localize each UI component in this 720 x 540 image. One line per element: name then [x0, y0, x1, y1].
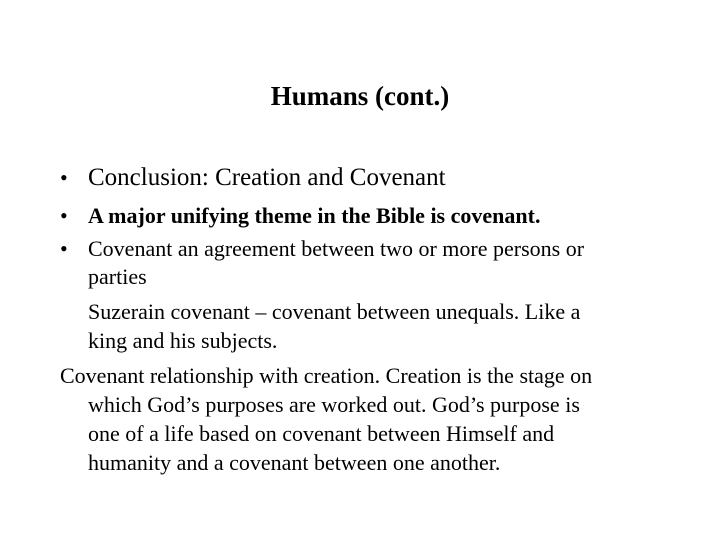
bullet-conclusion: Conclusion: Creation and Covenant	[88, 164, 446, 191]
bullet-marker: •	[60, 236, 68, 261]
relationship-line-2: which God’s purposes are worked out. God’s purpose is	[88, 392, 580, 417]
bullet-covenant-definition-line-2: parties	[88, 264, 147, 289]
relationship-line-4: humanity and a covenant between one another.	[88, 450, 501, 475]
bullet-covenant-definition-line-1: Covenant an agreement between two or more persons or	[88, 236, 585, 261]
relationship-line-3: one of a life based on covenant between Himself and	[88, 421, 555, 446]
slide-title: Humans (cont.)	[270, 81, 450, 111]
suzerain-line-1: Suzerain covenant – covenant between unequals. Like a	[88, 299, 581, 324]
bullet-unifying-theme: A major unifying theme in the Bible is covenant.	[88, 203, 541, 228]
suzerain-line-2: king and his subjects.	[88, 328, 278, 353]
bullet-marker: •	[60, 203, 68, 228]
bullet-marker: •	[60, 165, 68, 190]
relationship-line-1: Covenant relationship with creation. Creation is the stage on	[60, 363, 593, 388]
